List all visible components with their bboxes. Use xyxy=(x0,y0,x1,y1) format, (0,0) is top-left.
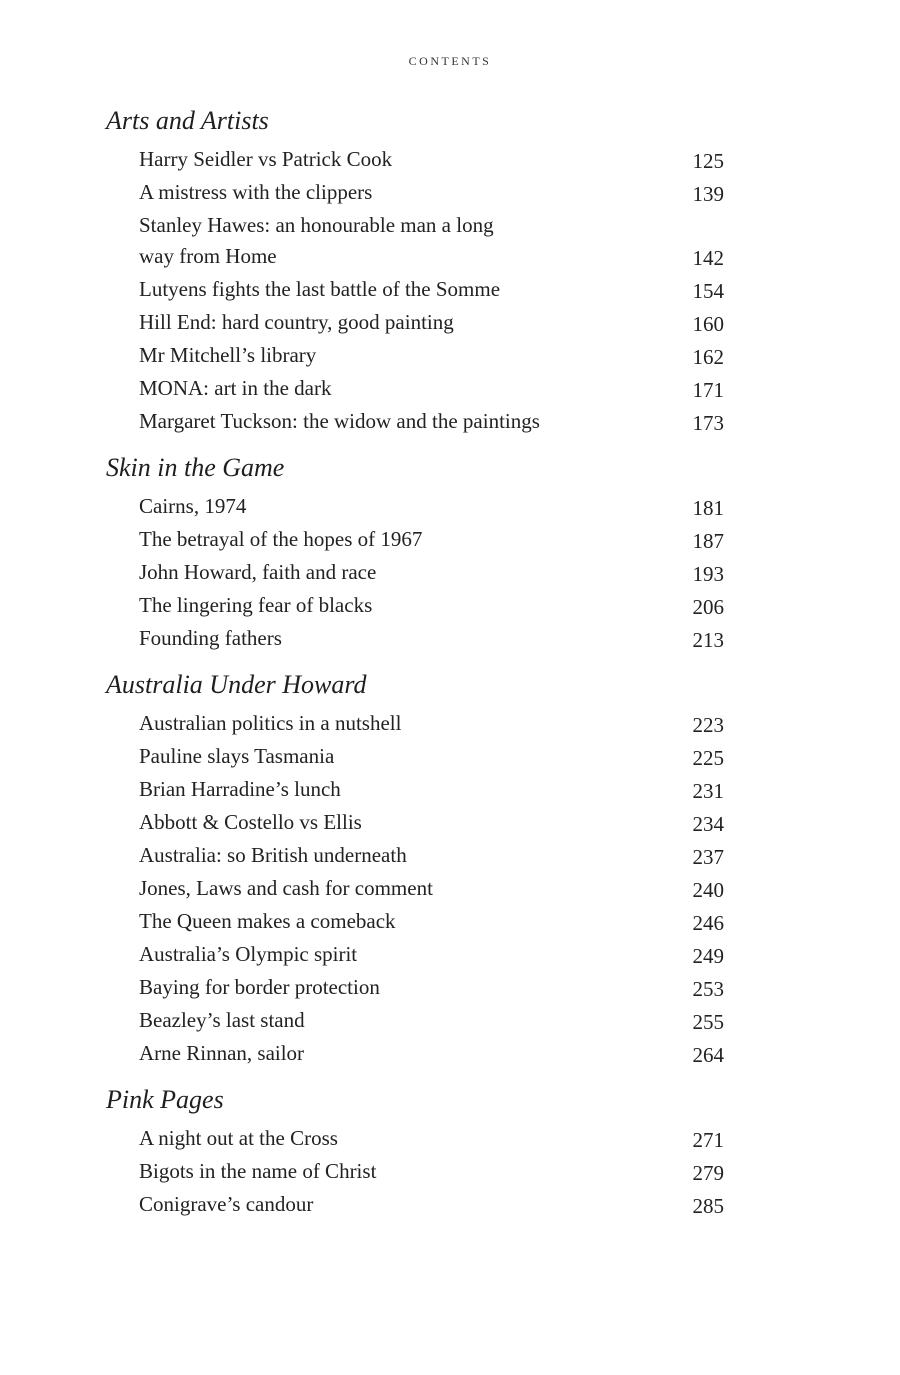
toc-entry[interactable] xyxy=(139,1156,724,1189)
toc-entry[interactable] xyxy=(139,210,724,274)
toc-entry[interactable] xyxy=(139,406,724,439)
toc-entry[interactable] xyxy=(139,840,724,873)
toc-entry[interactable] xyxy=(139,1189,724,1222)
entry-title: MONA: art in the dark xyxy=(139,376,332,400)
entry-title: Australian politics in a nutshell xyxy=(139,711,402,735)
entry-page: 154 xyxy=(692,279,724,303)
toc-entry[interactable] xyxy=(139,774,724,807)
section-title: Australia Under Howard xyxy=(106,670,367,699)
toc-entry[interactable] xyxy=(139,144,724,177)
section-australia-under-howard xyxy=(0,668,900,1071)
entry-page: 285 xyxy=(692,1194,724,1218)
entry-title: Baying for border protection xyxy=(139,975,380,999)
toc-entry[interactable] xyxy=(139,906,724,939)
entry-title: Mr Mitchell’s library xyxy=(139,343,317,367)
section-title: Pink Pages xyxy=(106,1085,224,1114)
entry-page: 181 xyxy=(692,496,724,520)
toc-entry[interactable] xyxy=(139,807,724,840)
table-of-contents xyxy=(0,104,900,1234)
toc-entry[interactable] xyxy=(139,340,724,373)
section-arts-and-artists xyxy=(0,104,900,439)
toc-entry[interactable] xyxy=(139,972,724,1005)
entry-title: The betrayal of the hopes of 1967 xyxy=(139,527,423,551)
entry-title: Australia’s Olympic spirit xyxy=(139,942,358,966)
toc-entry[interactable] xyxy=(139,177,724,210)
entry-title: Lutyens fights the last battle of the Somme xyxy=(139,277,501,301)
entry-page: 279 xyxy=(692,1161,724,1185)
entry-title: A night out at the Cross xyxy=(139,1126,338,1150)
entry-page: 187 xyxy=(692,529,724,553)
entry-page: 162 xyxy=(692,345,724,369)
toc-entry[interactable] xyxy=(139,307,724,340)
entry-title: John Howard, faith and race xyxy=(139,560,377,584)
toc-entry[interactable] xyxy=(139,1123,724,1156)
entry-title: The Queen makes a comeback xyxy=(139,909,396,933)
section-skin-in-the-game xyxy=(0,451,900,656)
entry-title: Margaret Tuckson: the widow and the paintings xyxy=(139,409,540,433)
toc-entry[interactable] xyxy=(139,1005,724,1038)
entry-title: Pauline slays Tasmania xyxy=(139,744,335,768)
entry-title: Founding fathers xyxy=(139,626,282,650)
toc-entry[interactable] xyxy=(139,623,724,656)
entry-title: Hill End: hard country, good painting xyxy=(139,310,454,334)
toc-entry[interactable] xyxy=(139,590,724,623)
entry-title: Australia: so British underneath xyxy=(139,843,407,867)
entry-title: The lingering fear of blacks xyxy=(139,593,373,617)
entry-page: 125 xyxy=(692,149,724,173)
section-title: Arts and Artists xyxy=(106,106,269,135)
toc-entry[interactable] xyxy=(139,373,724,406)
toc-entry[interactable] xyxy=(139,1038,724,1071)
entry-page: 206 xyxy=(692,595,724,619)
entry-title: Bigots in the name of Christ xyxy=(139,1159,377,1183)
entry-page: 240 xyxy=(692,878,724,902)
running-head: CONTENTS xyxy=(408,54,492,68)
entry-title: Stanley Hawes: an honourable man a long way from Home xyxy=(139,213,494,268)
entry-title: A mistress with the clippers xyxy=(139,180,373,204)
entry-page: 171 xyxy=(692,378,724,402)
entry-title: Brian Harradine’s lunch xyxy=(139,777,341,801)
toc-entry[interactable] xyxy=(139,524,724,557)
entry-page: 139 xyxy=(692,182,724,206)
entry-page: 264 xyxy=(692,1043,724,1067)
entry-page: 255 xyxy=(692,1010,724,1034)
section-pink-pages xyxy=(0,1083,900,1222)
toc-entry[interactable] xyxy=(139,939,724,972)
entry-page: 271 xyxy=(692,1128,724,1152)
entry-title: Abbott & Costello vs Ellis xyxy=(139,810,362,834)
section-title: Skin in the Game xyxy=(106,453,285,482)
toc-entry[interactable] xyxy=(139,557,724,590)
toc-entry[interactable] xyxy=(139,274,724,307)
toc-entry[interactable] xyxy=(139,708,724,741)
entry-page: 173 xyxy=(692,411,724,435)
entry-page: 231 xyxy=(692,779,724,803)
entry-title: Beazley’s last stand xyxy=(139,1008,305,1032)
entry-page: 142 xyxy=(692,246,724,270)
toc-entry[interactable] xyxy=(139,741,724,774)
entry-page: 213 xyxy=(692,628,724,652)
entry-page: 237 xyxy=(692,845,724,869)
entry-title: Cairns, 1974 xyxy=(139,494,247,518)
entry-title: Arne Rinnan, sailor xyxy=(139,1041,305,1065)
entry-page: 160 xyxy=(692,312,724,336)
toc-entry[interactable] xyxy=(139,491,724,524)
entry-title: Jones, Laws and cash for comment xyxy=(139,876,433,900)
entry-title: Conigrave’s candour xyxy=(139,1192,314,1216)
entry-page: 246 xyxy=(692,911,724,935)
entry-page: 253 xyxy=(692,977,724,1001)
entry-page: 223 xyxy=(692,713,724,737)
entry-page: 234 xyxy=(692,812,724,836)
entry-page: 225 xyxy=(692,746,724,770)
entry-page: 193 xyxy=(692,562,724,586)
toc-entry[interactable] xyxy=(139,873,724,906)
entry-page: 249 xyxy=(692,944,724,968)
entry-title: Harry Seidler vs Patrick Cook xyxy=(139,147,393,171)
